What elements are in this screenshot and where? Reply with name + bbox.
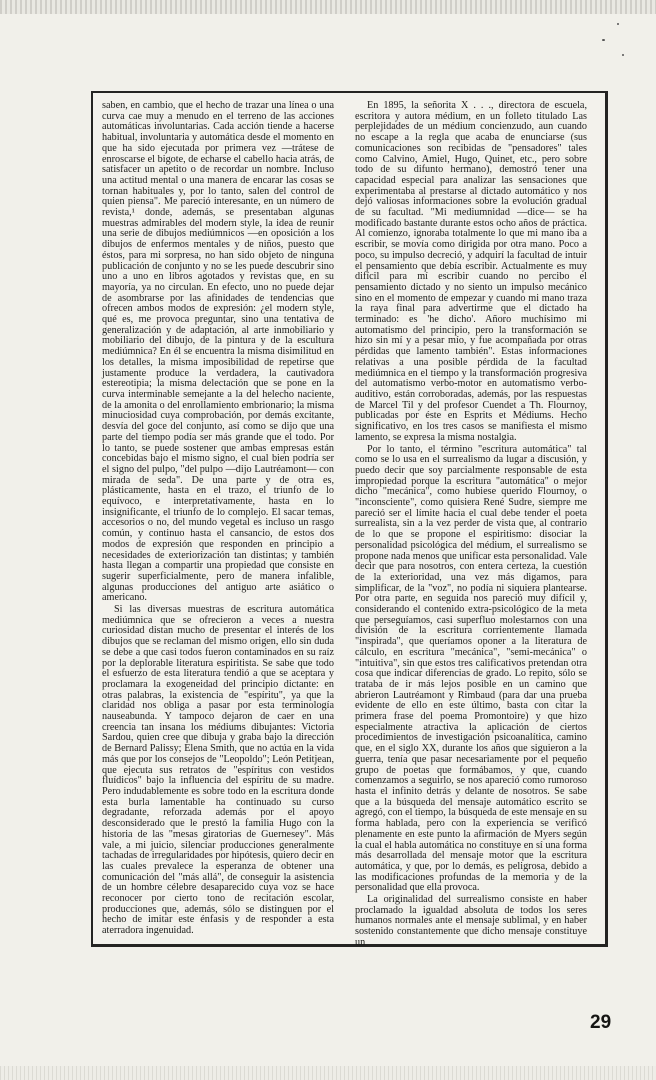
scan-speck — [602, 39, 605, 41]
left-column — [102, 100, 334, 937]
scan-speck — [617, 23, 619, 25]
top-scan-edge — [0, 0, 656, 14]
paragraph: En 1895, la señorita X . . ., directora de escuela, escritora y autora médium, en un folleto titulado Las perplejidades de un médium concienzudo, aun cuando no escape a la regla que acaba de enunciarse (sus comunicaciones son recibidas de "pensadores" tales como Calvino, Amiel, Hugo, Quinet, etc., pero sobre todo de su difunto hermano), demostró tener una capacidad especial para analizar las sensaciones que experimentaba al prestarse al dictado automático y nos dejó valiosas informaciones sobre la evolución gradual de su facultad. "Mi mediumnidad —dice— se ha modificado bastante durante estos ocho años de práctica. Al comienzo, ignoraba totalmente lo que mi mano iba a escribir, se movía como dirigida por otra mano. Poco a poco, su impulso decreció, y adquirí la facultad de intuir el pensamiento que debía escribir. Actualmente es muy difícil para mí escribir cuando no percibo el pensamiento dictado y no siento un impulso mecánico sino en el momento de empezar y cuando mi mano traza la raya final para advertirme que el dictado ha terminado: es 'he dicho'. Añoro muchísimo mi automatismo del principio, pero la transformación se hizo sin mí y a pesar mío, y fue acompañada por otras pérdidas que lamento también". Estas informaciones relativas a una posible pérdida de la facultad mediúmnica en el tiempo y la transformación progresiva del automatismo verbo-motor en automatismo verbo-auditivo, están corroboradas, además, por las respuestas de Marcel Til y del profesor Cuendet a Th. Flournoy, publicadas por éste en Esprits et Médiums. Hecho significativo, en los tres casos se manifiesta el mismo lamento, se expresa la misma nostalgia. — [355, 100, 587, 443]
paragraph: La originalidad del surrealismo consiste en haber proclamado la igualdad absoluta de todos los seres humanos normales ante el mensaje sublimal, y en haber sostenido constantemente que dicho mensaje constituye un — [355, 894, 587, 948]
paragraph: Por lo tanto, el término "escritura automática" tal como se lo usa en el surrealismo da lugar a discusión, y puedo decir que soy parcialmente responsable de esta impropiedad porque la escritura "automática" o mejor dicho "mecánica", como hubiese querido Flournoy, o "inconsciente", como quisiera René Sudre, siempre me pareció ser el límite hacia el cual debe tender el poeta surrealista, sin a la vez perder de vista que, al contrario de lo que se propone el espiritismo: disociar la personalidad psicológica del médium, el surrealismo se propone nada menos que unificar esta personalidad. Vale decir que para nosotros, con entera certeza, la cuestión de la exterioridad, una vez más digamos, para simplificar, de la "voz", no podía ni siquiera plantearse. Por otra parte, en seguida nos pareció muy difícil y, considerando el contenido extra-psicológico de la meta que perseguíamos, casi superfluo molestarnos con una división de la escritura corrientemente llamada "inspirada", que queríamos oponer a la literatura de cálculo, en escritura "mecánica", "semi-mecánica" o "intuitiva", sin que estos tres calificativos pretendan otra cosa que indicar diferencias de grado. Lo repito, sólo se trataba de ir más lejos posible en un camino que abrieron Lautréamont y Rimbaud (para dar una prueba evidente de ello en este último, basta con citar la primera frase del poema Promontoire) y que hizo especialmente atractiva la aplicación de ciertos procedimientos de investigación psicoanalítica, camino que, en el siglo XX, durante los años que siguieron a la guerra, tenía que pasar necesariamente por el pequeño grupo de poetas que formábamos, y que, cuando comenzamos a seguirlo, se nos apareció como rumoroso hasta el infinito detrás y delante de nosotros. Se sabe que a la búsqueda del mensaje automático escrito se agregó, con el tiempo, la búsqueda de este mensaje en su forma hablada, pero con la experiencia se verificó plenamente en este punto la afirmación de Myers según la cual el habla automática no constituye en sí una forma más desarrollada del mensaje motor que la escritura automática, y que, por lo demás, es peligrosa, debido a las modificaciones profundas de la memoria y de la personalidad que ella provoca. — [355, 443, 587, 894]
page-text-frame — [91, 91, 608, 947]
paragraph: Si las diversas muestras de escritura automática mediúmnica que se ofrecieron a veces a nuestra curiosidad distan mucho de presentar el interés de los dibujos que se reclaman del mismo origen, ello sin duda se debe a que casi todos fueron contaminados en su raíz por la deplorable literatura espiritista. Se sabe que todo el esfuerzo de esta literatura tendió a que se aceptara y proclamara la exogeneidad del principio dictante: en otras palabras, la existencia de "espíritu", ya que la claridad nos obliga a pasar por esta terminología nauseabunda. Y tampoco dejaron de caer en una creencia tan insana los médiums dibujantes: Victoria Sardou, quien cree que dibuja y graba bajo la dirección de Bernard Palissy; Elena Smith, que no actúa en la vida más que por los consejos de "Leopoldo"; León Petitjean, que ejecuta sus retratos de "espíritus con vestidos fluídicos" bajo la influencia del espíritu de su madre. Pero indudablemente es sobre todo en la escritura donde esta burla lamentable ha continuado su curso degradante, reforzada además por el apoyo desconsiderado que le prestó la familia Hugo con la historia de las "mesas giratorias de Guernesey". Más vale, a mi juicio, silenciar producciones generalmente tachadas de irregularidades por hipótesis, quiero decir en las cuales prevalece la esperanza de obtener una comunicación del "más allá", de conseguir la asistencia de un hombre célebre desaparecido cuya voz se hace reconocer por cierto tono de recitación escolar, producciones que, además, sólo se distinguen por el hecho de imitar este énfasis y de responder a esta aterradora ingenuidad. — [102, 604, 334, 937]
bottom-scan-edge — [0, 1066, 656, 1080]
paragraph: saben, en cambio, que el hecho de trazar una línea o una curva cae muy a menudo en el terreno de las acciones automáticas involuntarias. Cada acción tiende a hacerse habitual, involuntaria y automática desde el momento en que ha sido ejecutada por primera vez —trátese de enroscarse el bigote, de echarse el cabello hacia atrás, de satisfacer un apetito o de recordar un nombre. Incluso una actitud mental o una manera de encarar las cosas se tornan habituales y, por lo tanto, salen del control de quien piensa". Me pareció interesante, en un número de revista,¹ donde, además, se presentaban algunas muestras admirables del modern style, la idea de reunir una serie de dibujos mediúmnicos —en oposición a los dibujos de enfermos mentales y de niños, puesto que éstos, para mi sorpresa, no han sido objeto de ninguna publicación de conjunto y no se les puede descubrir sino uno a uno en libros agotados y revistas que, en su mayoría, ya no circulan. En efecto, uno no puede dejar de asombrarse por las afinidades de tendencias que ofrecen ambos modos de expresión: ¿el modern style, qué es, me provoca preguntar, sino una tentativa de generalización y de adaptación, al arte inmobiliario y mobiliario del dibujo, de la pintura y de la escultura mediúmnica? En él se encuentra la misma disimilitud en los detalles, la misma imposibilidad de repetirse que justamente produce la verdadera, la cautivadora estereotipia; la misma delectación que se pone en la curva interminable semejante a la del helecho naciente, de la amonita o del enrollamiento embrionario; la misma minuciosidad cuya comprobación, por demás excitante, desvía del goce del conjunto, así como se dijo que una parte del tiempo podía ser más grande que el todo. Por lo tanto, se puede sostener que ambas empresas están concebidas bajo el mismo signo, el cual bien podría ser el signo del pulpo, "del pulpo —dijo Lautréamont— con mirada de seda". De una parte y de otra es, plásticamente, hasta en el trazo, el triunfo de lo equívoco, e interpretativamente, hasta en lo insignificante, el triunfo de lo complejo. El sacar temas, accesorios o no, del mundo vegetal es incluso un rasgo común, y continuo hasta el cansancio, de estos dos modos de expresión que responden en principio a necesidades de exteriorización tan distintas; y también hasta llegan a compartir una propiedad que consiste en sugerir superficialmente, pero de manera infalible, algunas producciones del antiguo arte asiático o americano. — [102, 100, 334, 604]
scan-speck — [622, 54, 624, 56]
right-column — [355, 100, 587, 948]
page-number: 29 — [590, 1012, 612, 1033]
